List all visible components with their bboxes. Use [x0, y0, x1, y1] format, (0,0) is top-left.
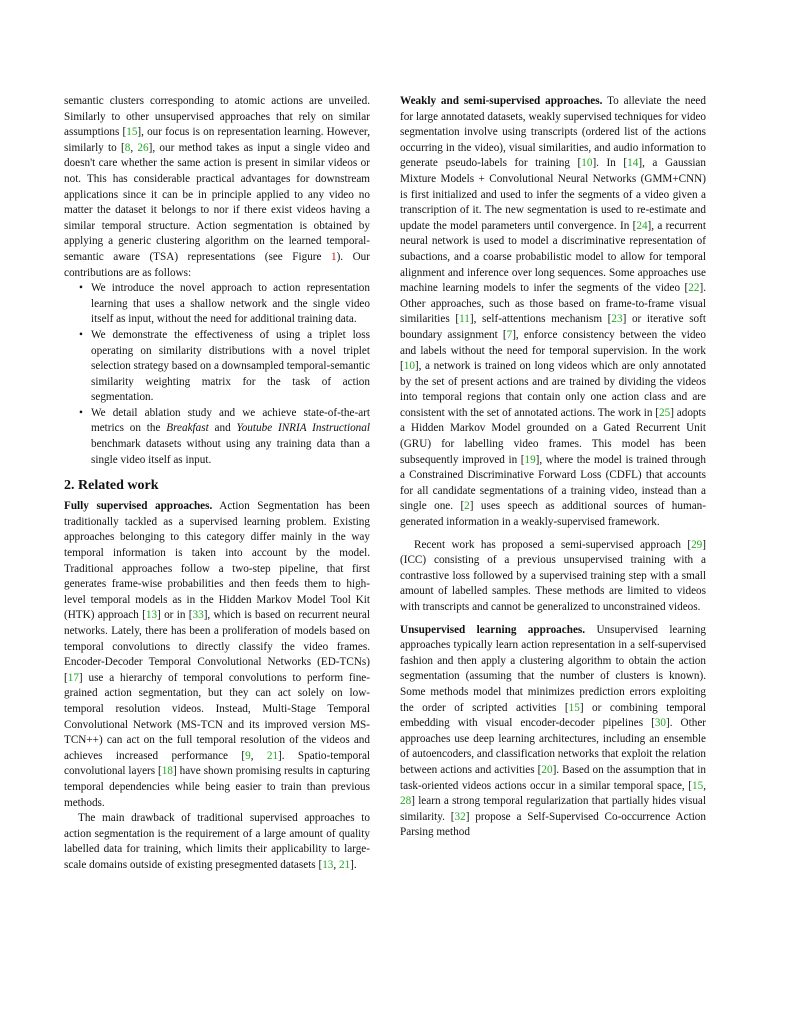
citation-link[interactable]: 29: [691, 538, 703, 551]
citation-link[interactable]: 13: [145, 609, 158, 622]
drawback-paragraph: The main drawback of traditional supervised approaches to action segmentation is the requirement of a large amount of quality labelled data for training, which limits their applicability to large-scale domains outside of existing presegmented datasets [13, 21].: [64, 812, 370, 871]
citation-link[interactable]: 9: [245, 749, 251, 762]
citation-link[interactable]: 18: [161, 765, 173, 778]
citation-link[interactable]: 21: [338, 858, 351, 871]
citation-link[interactable]: 17: [67, 671, 79, 684]
citation-link[interactable]: 26: [137, 141, 149, 154]
citation-link[interactable]: 33: [192, 609, 204, 622]
intro-paragraph: semantic clusters corresponding to atomic actions are unveiled. Similarly to other unsupervised approaches that rely on similar assumptions [15], our focus is on representation learning. However, similarly to [8, 26], our method takes as input a single video and doesn't care whether the same action is present in similar videos or not. This has considerable practical advantages for downstream applications since it can be in principle applied to any video no matter the dataset it belongs to nor if there exist videos having a similar temporal structure. Action segmentation is obtained by applying a generic clustering algorithm on the learned temporal-semantic aware (TSA) representations (see Figure 1). Our contributions are as follows:: [64, 95, 371, 279]
citation-link[interactable]: 13: [322, 858, 334, 871]
unsupervised-paragraph: Unsupervised learning approaches. Unsupervised learning approaches typically learn action representation in a self-supervised fashion and then apply a clustering algorithm to obtain the action segmentation (assuming that the number of clusters is known). Some methods model that minimizes prediction errors exploiting the order of scripted activities [15] or combining temporal embedding with visual encoder-decoder pipelines [30]. Other approaches use deep learning architectures, including an ensemble of autoencoders, and classification networks that exploit the relation between actions and activities [20]. Based on the assumption that in task-oriented videos actions occur in a similar temporal space, [15, 28] learn a strong temporal regularization that partially hides visual similarity. [32] propose a Self-Supervised Co-occurrence Action Parsing method: [400, 623, 707, 839]
citation-link[interactable]: 24: [636, 219, 648, 232]
paragraph-heading: Weakly and semi-supervised approaches.: [400, 95, 603, 107]
fully-supervised-paragraph: Fully supervised approaches. Action Segmentation has been traditionally tackled as a supervised learning problem. Existing approaches belonging to this category differ mainly in the way temporal information is taken into account by the model. Traditional approaches follow a two-step pipeline, that first generates frame-wise probabilities and then feeds them to high-level temporal models as in the Hidden Markov Model Tool Kit (HTK) approach [13] or in [33], which is based on recurrent neural networks. Lately, there has been a proliferation of models based on temporal convolutions to directly classify the video frames. Encoder-Decoder Temporal Convolutional Networks (ED-TCNs) [17] use a hierarchy of temporal convolutions to perform fine-grained action segmentation, but they can act solely on low-temporal resolution videos. Instead, Multi-Stage Temporal Convolutional Network (MS-TCN and its improved version MS-TCN++) can act on the full temporal resolution of the videos and achieves increased performance [9, 21]. Spatio-temporal convolutional layers [18] have shown promising results in capturing temporal dependencies while being easier to train than previous methods.: [64, 500, 371, 809]
right-column: [400, 94, 706, 841]
citation-link[interactable]: 15: [692, 779, 704, 792]
paragraph-heading: Unsupervised learning approaches.: [400, 623, 586, 636]
figure-reference-link[interactable]: 1: [330, 250, 337, 263]
section-heading: 2. Related work: [64, 478, 159, 494]
paragraph-heading: Fully supervised approaches.: [64, 500, 213, 513]
citation-link[interactable]: 15: [568, 701, 580, 714]
citation-link[interactable]: 7: [506, 328, 513, 341]
list-item: • We introduce the novel approach to action representation learning that uses a shallow network and the single video itself as input, without the need for additional training data.: [91, 281, 370, 328]
list-item: • We demonstrate the effectiveness of using a triplet loss operating on similarity distributions with a novel triplet selection strategy based on a downsampled temporal-semantic similarity weighting matrix for the task of action segmentation.: [91, 328, 370, 406]
citation-link[interactable]: 21: [266, 749, 279, 762]
citation-link[interactable]: 30: [654, 717, 666, 730]
citation-link[interactable]: 8: [124, 141, 131, 154]
citation-link[interactable]: 15: [126, 126, 138, 139]
citation-link[interactable]: 23: [611, 313, 623, 326]
contributions-list: [64, 281, 370, 468]
citation-link[interactable]: 14: [627, 157, 639, 170]
citation-link[interactable]: 28: [400, 795, 412, 808]
citation-link[interactable]: 2: [464, 500, 470, 513]
citation-link[interactable]: 22: [688, 282, 700, 295]
citation-link[interactable]: 20: [541, 763, 553, 776]
citation-link[interactable]: 10: [403, 360, 415, 373]
citation-link[interactable]: 19: [524, 453, 536, 466]
citation-link[interactable]: 11: [459, 313, 470, 326]
citation-link[interactable]: 10: [581, 157, 593, 170]
semi-supervised-paragraph: Recent work has proposed a semi-supervised approach [29] (ICC) consisting of a previous unsupervised training with a contrastive loss followed by a supervised training step with a small amount of labelled samples. These methods are limited to videos with transcripts and cannot be generalized to unconstrained videos.: [400, 538, 706, 613]
weakly-supervised-paragraph: Weakly and semi-supervised approaches. To alleviate the need for large annotated datasets, weakly supervised techniques for video segmentation involve using transcripts (ordered list of the actions occurring in the video), visual similarities, and audio information to generate pseudo-labels for training [10]. In [14], a Gaussian Mixture Models + Convolutional Neural Networks (GMM+CNN) is first initialized and used to infer the segments of a video given a transcription of it. The new segmentation is used to re-estimate and update the model parameters until convergence. In [24], a recurrent neural network is used to model a discriminative representation of subactions, and a coarse probabilistic model to allow for temporal alignment and inference over long sequences. Some approaches use machine learning models to infer the segments of the video [22]. Other approaches, such as those based on frame-to-frame visual similarities [11], self-attentions mechanism [23] or iterative soft boundary assignment [7], enforce consistency between the video and labels without the need for temporal supervision. In the work [10], a network is trained on long videos which are only annotated by the set of present actions and are trained by dividing the videos into temporal regions that contain only one action class and are consistent with the set of annotated actions. The work in [25] adopts a Hidden Markov Model grounded on a Gated Recurrent Unit (GRU) for labelling video frames. This model has been subsequently improved in [19], where the model is trained through a Constrained Discriminative Forward Loss (CDFL) that accounts for all candidate segmentations of a training video, instead than a single one. [2] uses speech as additional sources of human-generated information in a weakly-supervised framework.: [400, 95, 706, 529]
citation-link[interactable]: 25: [659, 406, 671, 419]
left-column: [64, 94, 370, 874]
list-item: • We detail ablation study and we achieve state-of-the-art metrics on the Breakfast and Youtube INRIA Instructional benchmark datasets without using any training data than a single video itself as input.: [91, 406, 370, 468]
citation-link[interactable]: 32: [454, 810, 466, 823]
